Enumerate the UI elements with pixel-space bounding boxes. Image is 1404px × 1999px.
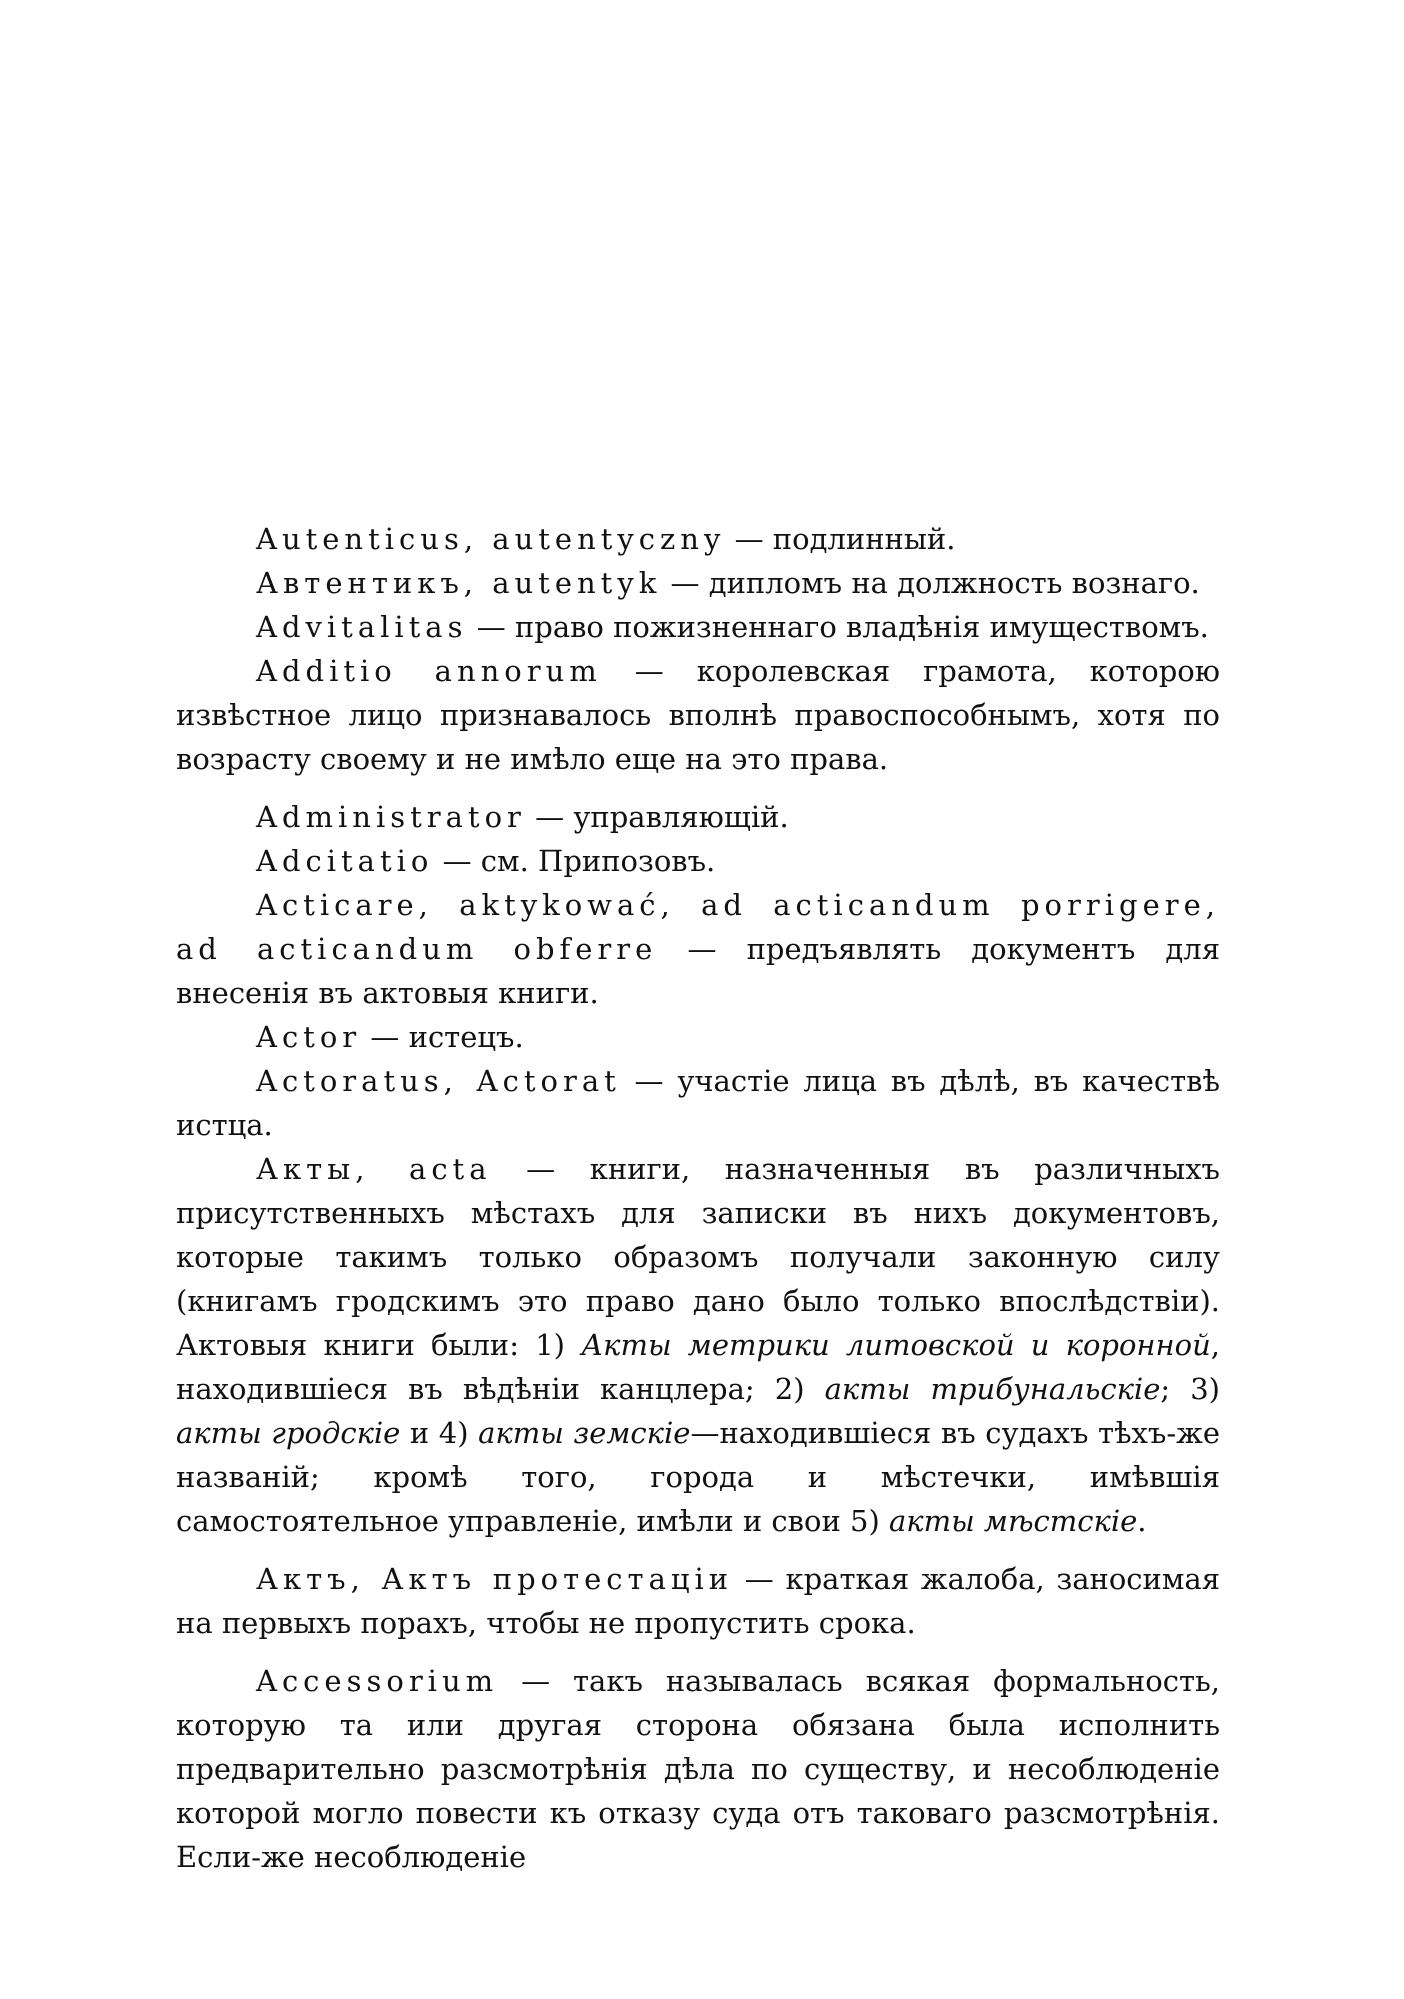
entry-dash: — (433, 844, 481, 878)
entry-accessorium (176, 1659, 1220, 1879)
entry-definition: краткая жалоба, заносимая на первыхъ порахъ, чтобы не пропустить срока. (176, 1562, 1220, 1640)
entry-term: Additio annorum (256, 654, 602, 688)
entry-actor (176, 1015, 1220, 1059)
entry-definition-italic: акты мѣстскіе (888, 1504, 1138, 1538)
entry-avtentik (176, 561, 1220, 605)
entry-definition: такъ называлась всякая формальность, которую та или другая сторона обязана была исполнить предварительно разсмотрѣнія дѣла по существу, и несоблюденіе которой могло повести къ отказу суда отъ таковаго разсмотрѣнія. Если-же несоблюденіе (176, 1664, 1220, 1874)
entry-dash: — (491, 1152, 590, 1186)
entry-additio-annorum (176, 649, 1220, 781)
entry-dash: — (620, 1064, 678, 1098)
entry-autenticus (176, 517, 1220, 561)
entry-dash: — (601, 654, 697, 688)
entry-term: Adcitatio (256, 844, 434, 878)
entry-term: Акты, acta (256, 1152, 492, 1186)
entry-advitalitas (176, 605, 1220, 649)
entry-definition-part: и 4) (400, 1416, 479, 1450)
dictionary-page-text (176, 517, 1220, 1879)
entry-definition: предъявлять документъ для внесенія въ актовыя книги. (176, 932, 1220, 1010)
entry-acticare (176, 883, 1220, 1015)
entry-definition-part: —находившіеся въ судахъ тѣхъ-же названій; кромѣ того, города и мѣстечки, имѣвшія самостоятельное управленіе, имѣли и свои 5) (176, 1416, 1221, 1538)
entry-dash: — (467, 610, 515, 644)
entry-dash: — (657, 932, 747, 966)
entry-term: Accessorium (256, 1664, 499, 1698)
entry-definition-part: ; 3) (1160, 1372, 1220, 1406)
entry-term: Autenticus, autentyczny (256, 522, 726, 556)
entry-definition: истецъ. (408, 1020, 524, 1054)
entry-definition: дипломъ на должность вознаго. (708, 566, 1200, 600)
entry-dash: — (498, 1664, 573, 1698)
entry-definition-italic: Акты метрики литовской и коронной (581, 1328, 1211, 1362)
entry-definition: королевская грамота, которою извѣстное лицо признавалось вполнѣ правоспособнымъ, хотя по возрасту своему и не имѣло еще на это права. (176, 654, 1220, 776)
entry-term: Автентикъ, autentyk (256, 566, 662, 600)
entry-term: Administrator (256, 800, 526, 834)
entry-definition-italic: акты земскіе (478, 1416, 691, 1450)
entry-term: Acticare, aktykować, ad acticandum porrigere, ad acticandum obferre (176, 888, 1220, 966)
entry-term: Актъ, Актъ протестаціи (256, 1562, 734, 1596)
entry-definition-part: . (1137, 1504, 1147, 1538)
entry-actoratus (176, 1059, 1220, 1147)
entry-adcitatio (176, 839, 1220, 883)
entry-term: Advitalitas (256, 610, 468, 644)
entry-definition: право пожизненнаго владѣнія имуществомъ. (514, 610, 1209, 644)
entry-dash: — (725, 522, 773, 556)
entry-definition: см. Припозовъ. (480, 844, 716, 878)
entry-dash: — (661, 566, 709, 600)
entry-administrator (176, 795, 1220, 839)
entry-definition-italic: акты трибунальскіе (824, 1372, 1161, 1406)
entry-definition-part: книги, назначенныя въ различныхъ присутственныхъ мѣстахъ для записки въ нихъ документовъ, которые такимъ только образомъ получали законную силу (книгамъ гродскимъ это право дано было только впослѣдствіи). Актовыя книги были: 1) (176, 1152, 1220, 1362)
entry-definition: управляющій. (573, 800, 789, 834)
entry-dash: — (525, 800, 574, 834)
entry-term: Actor (256, 1020, 362, 1054)
entry-definition: подлинный. (772, 522, 956, 556)
entry-dash: — (361, 1020, 409, 1054)
entry-term: Actoratus, Actorat (256, 1064, 621, 1098)
entry-definition: участіе лица въ дѣлѣ, въ качествѣ истца. (176, 1064, 1220, 1142)
entry-definition-italic: акты гродскіе (176, 1416, 401, 1450)
entry-definition-part: , находившіеся въ вѣдѣніи канцлера; 2) (176, 1328, 1220, 1406)
entry-akt-protestatsii (176, 1557, 1220, 1645)
entry-akty (176, 1147, 1220, 1543)
entry-dash: — (733, 1562, 786, 1596)
